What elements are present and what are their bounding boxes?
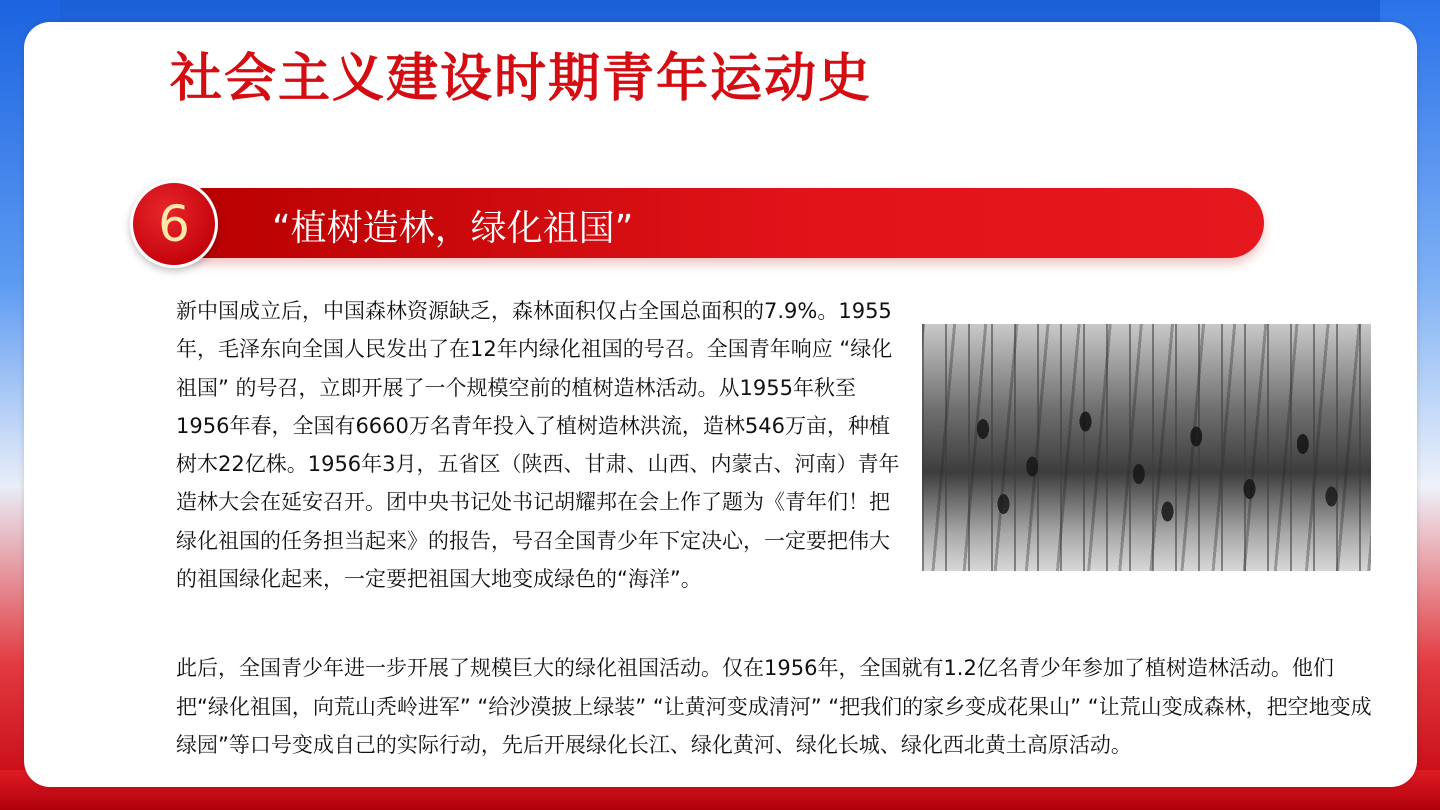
- section-number: 6: [158, 195, 190, 253]
- body-paragraph-1: 新中国成立后，中国森林资源缺乏，森林面积仅占全国总面积的7.9%。1955年，毛泽东向全国人民发出了在12年内绿化祖国的号召。全国青年响应 “绿化祖国” 的号召，立即开展了一个规模空前的植树造林活动。从1955年秋至1956年春，全国有6660万名青年投入了植树造林洪流，造林546万亩，种植树木22亿株。1956年3月，五省区（陕西、甘肃、山西、内蒙古、河南）青年造林大会在延安召开。团中央书记处书记胡耀邦在会上作了题为《青年们！把绿化祖国的任务担当起来》的报告，号召全国青少年下定决心，一定要把伟大的祖国绿化起来，一定要把祖国大地变成绿色的“海洋”。: [176, 299, 900, 592]
- tree-planting-photo: [922, 324, 1371, 571]
- photo-crowd-figures: [942, 384, 1352, 534]
- section-number-badge: [130, 180, 218, 268]
- page-title: 社会主义建设时期青年运动史: [170, 49, 873, 109]
- body-paragraph-2: 此后，全国青少年进一步开展了规模巨大的绿化祖国活动。仅在1956年，全国就有1.2亿名青少年参加了植树造林活动。他们把“绿化祖国，向荒山秃岭进军” “给沙漠披上绿装” “让黄河变成清河” “把我们的家乡变成花果山” “让荒山变成森林，把空地变成绿园”等口号变成自己的实际行动，先后开展绿化长江、绿化黄河、绿化长城、绿化西北黄土高原活动。: [176, 656, 1372, 758]
- section-title: “植树造林，绿化祖国”: [272, 208, 634, 249]
